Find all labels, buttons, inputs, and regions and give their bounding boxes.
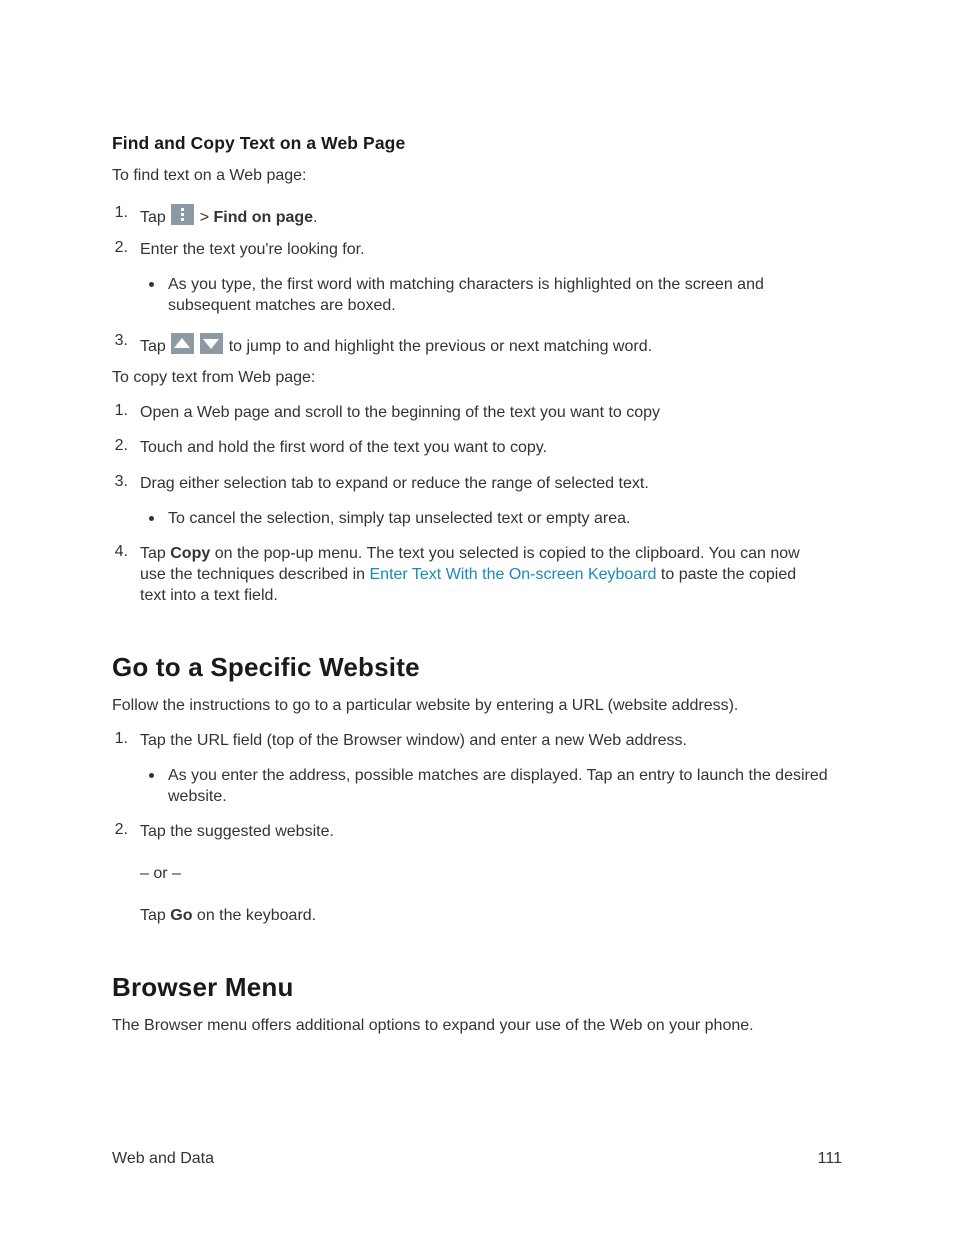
section-heading-go-to-website: Go to a Specific Website [112,652,420,682]
find-step-1 [112,204,842,226]
find-step-3-text [140,333,820,357]
arrow-down-icon [200,333,223,354]
copy-step-1 [112,402,842,424]
copy-step-4 [112,543,842,607]
footer-section: Web and Data [112,1150,214,1167]
bullet-icon [149,516,154,521]
goto-step-2-text: Tap the suggested website. [140,823,334,840]
section-heading-find-copy: Find and Copy Text on a Web Page [112,133,406,153]
step-text: on the pop-up menu. The text you selected is copied to the clipboard. You can now use the techniques described in [140,545,800,583]
step-text: to jump to and highlight the previous or next matching word. [228,338,653,355]
step-number: 2. [114,821,128,838]
step-number: 3. [114,332,128,349]
find-intro: To find text on a Web page: [112,167,307,184]
step-number: 1. [114,730,128,747]
or-separator: – or – [140,865,181,882]
goto-alt-step [140,905,316,926]
copy-step-1-text: Open a Web page and scroll to the beginning of the text you want to copy [140,404,661,421]
goto-step-1 [112,730,842,752]
copy-step-3 [112,473,842,495]
bullet-text: To cancel the selection, simply tap unselected text or empty area. [168,510,631,527]
page-number: 111 [817,1150,842,1167]
bullet-text: As you enter the address, possible matches are displayed. Tap an entry to launch the desired website. [168,767,828,805]
step-number: 1. [114,402,128,419]
find-step-3 [112,332,842,356]
copy-step-3-text: Drag either selection tab to expand or reduce the range of selected text. [140,475,649,492]
step-punct: . [313,209,318,226]
step-text: Tap [140,209,166,226]
copy-intro: To copy text from Web page: [112,369,316,386]
section-heading-browser-menu: Browser Menu [112,972,294,1002]
step-text: on the keyboard. [196,907,317,924]
copy-step-2 [112,437,842,459]
step-number: 2. [114,437,128,454]
step-number: 3. [114,473,128,490]
copy-label: Copy [170,545,211,562]
find-step-2-text: Enter the text you're looking for. [140,241,365,258]
goto-step-2 [112,821,842,843]
find-step-2-bullet [112,274,842,318]
bullet-text: As you type, the first word with matching characters is highlighted on the screen and subsequent matches are boxed. [168,276,764,314]
goto-step-1-bullet [112,765,842,809]
copy-step-2-text: Touch and hold the first word of the text you want to copy. [140,439,548,456]
arrow-up-icon [171,333,194,354]
step-text: Tap [140,338,166,355]
browser-menu-intro: The Browser menu offers additional options to expand your use of the Web on your phone. [112,1017,754,1034]
onscreen-keyboard-link[interactable]: Enter Text With the On-screen Keyboard [369,566,657,583]
step-number: 2. [114,239,128,256]
step-text: Tap [140,545,166,562]
goto-step-1-text: Tap the URL field (top of the Browser window) and enter a new Web address. [140,732,687,749]
menu-icon [171,204,194,225]
copy-step-4-text [140,543,820,606]
find-step-2 [112,239,842,261]
bullet-icon [149,773,154,778]
copy-step-3-bullet [112,508,842,530]
go-label: Go [170,907,193,924]
step-text: Tap [140,907,166,924]
bullet-icon [149,282,154,287]
find-on-page-label: Find on page [213,209,314,226]
goto-intro: Follow the instructions to go to a particular website by entering a URL (website address). [112,697,739,714]
step-number: 1. [114,204,128,221]
step-separator: > [199,209,210,226]
step-text: to paste the copied text into a text field. [140,566,797,604]
step-number: 4. [114,543,128,560]
find-step-1-text [140,204,820,228]
